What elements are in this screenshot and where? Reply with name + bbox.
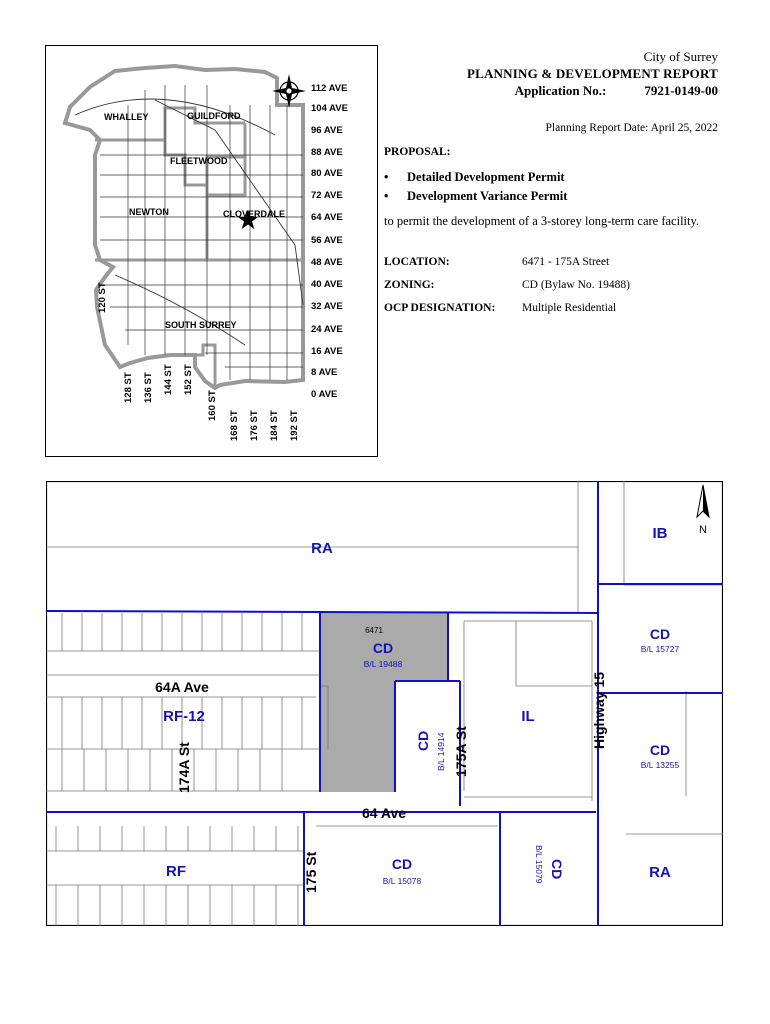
label-cloverdale: CLOVERDALE [223,209,286,219]
location-label: LOCATION: [384,256,450,268]
road-label-64-ave: 64 Ave [361,805,407,821]
application-number-row [515,83,718,99]
bullet-icon: • [384,189,389,203]
ave-label: 48 AVE [311,257,343,268]
ave-label: 16 AVE [311,346,343,357]
ave-label: 104 AVE [311,103,348,114]
report-date: Planning Report Date: April 25, 2022 [545,122,718,134]
permit-list [384,168,567,206]
ave-label: 80 AVE [311,168,343,179]
ave-label: 32 AVE [311,301,343,312]
street-label: 136 ST [143,372,154,403]
street-label: 144 ST [163,364,174,395]
bylaw-label-14914: B/L 14914 [436,732,446,771]
ave-label: 0 AVE [311,389,338,400]
label-whalley: WHALLEY [104,112,149,122]
road-label-174a-st: 174A St [176,742,192,793]
ave-label: 8 AVE [311,367,338,378]
ocp-row [384,302,616,314]
label-newton: NEWTON [129,207,169,217]
zone-label-il: IL [521,708,535,725]
zone-label-cd-site: CD [372,640,394,656]
application-label: Application No.: [514,83,607,98]
road-label-175-st: 175 St [303,851,319,893]
ave-label: 96 AVE [311,125,343,136]
street-label: 120 ST [97,282,108,313]
proposal-description: to permit the development of a 3-storey long-term care facility. [384,214,700,228]
zone-label-cd-14914: CD [415,730,431,751]
street-label: 168 ST [229,410,240,441]
location-row [384,256,609,268]
site-address: 6471 [365,626,383,635]
label-guildford: GUILDFORD [187,111,241,121]
zone-label-cd-13255: CD [649,742,671,758]
zone-label-ib: IB [652,525,668,542]
ave-label: 72 AVE [311,190,343,201]
road-label-highway-15: Highway 15 [591,671,607,749]
permit-item [384,187,567,206]
zoning-value: CD (Bylaw No. 19488) [522,279,630,291]
bylaw-label-15727: B/L 15727 [640,644,680,654]
zone-label-cd-15078: CD [391,856,413,872]
ave-label: 24 AVE [311,324,343,335]
label-south-surrey: SOUTH SURREY [165,320,237,330]
report-title: PLANNING & DEVELOPMENT REPORT [466,66,718,81]
ave-label: 64 AVE [311,212,343,223]
ave-label: 56 AVE [311,235,343,246]
bylaw-label-15079: B/L 15079 [534,845,544,884]
zone-label-ra-bottom: RA [649,864,671,881]
bylaw-label-13255: B/L 13255 [640,760,680,770]
ave-label: 88 AVE [311,147,343,158]
ocp-value: Multiple Residential [522,302,617,314]
zone-label-cd-15727: CD [649,626,671,642]
zoning-label: ZONING: [384,279,435,291]
bullet-icon: • [384,170,389,184]
permit-text: Detailed Development Permit [407,170,565,184]
ave-label: 40 AVE [311,279,343,290]
north-label: N [699,524,707,536]
bylaw-label-15078: B/L 15078 [382,876,422,886]
proposal-label: PROPOSAL: [384,146,451,158]
road-label-175a-st: 175A St [453,726,469,777]
street-label: 176 ST [249,410,260,441]
locator-map [45,45,378,457]
street-label: 192 ST [289,410,300,441]
permit-item [384,168,567,187]
ave-label: 112 AVE [311,83,348,94]
street-label: 184 ST [269,410,280,441]
label-fleetwood: FLEETWOOD [170,156,228,166]
zoning-map [46,481,723,926]
application-number: 7921-0149-00 [644,83,718,98]
zone-label-rf12: RF-12 [163,708,205,725]
permit-text: Development Variance Permit [407,189,568,203]
city-name: City of Surrey [643,49,718,64]
street-label: 160 ST [207,390,218,421]
ocp-label: OCP DESIGNATION: [384,302,496,314]
zone-label-rf: RF [166,863,186,880]
bylaw-label-site: B/L 19488 [363,659,403,669]
location-value: 6471 - 175A Street [522,256,610,268]
road-label-64a-ave: 64A Ave [155,679,209,695]
street-label: 128 ST [123,372,134,403]
zone-label-ra-top: RA [311,540,333,557]
zoning-row [384,279,630,291]
zone-label-cd-15079: CD [549,859,565,880]
street-label: 152 ST [183,364,194,395]
